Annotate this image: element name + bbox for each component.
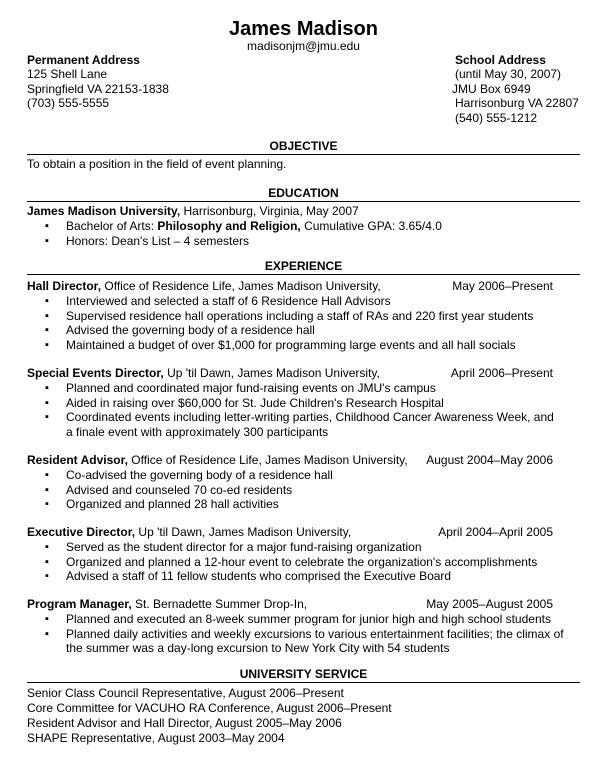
experience-heading: EXPERIENCE	[264, 259, 343, 273]
job-bullets	[27, 540, 580, 584]
school-address-line: JMU Box 6949	[452, 81, 531, 96]
list-item: ▪ Advised a staff of 11 fellow students who comprised the Executive Board	[27, 569, 580, 584]
job-title-line: Executive Director, Up 'til Dawn, James Madison University, April 2004–April 2005	[27, 525, 553, 539]
job-dates: May 2006–Present	[452, 279, 553, 293]
job-bullets	[27, 381, 580, 439]
permanent-address-block	[27, 53, 169, 111]
job-bullets	[27, 294, 580, 352]
objective-text: To obtain a position in the field of event planning.	[27, 157, 287, 171]
list-item: ▪ Advised and counseled 70 co-ed residents	[27, 483, 580, 498]
list-item: ▪ Planned daily activities and weekly excursions to various entertainment facilities; the climax of the summer was a day-long excursion to New York City with 54 students	[27, 627, 580, 656]
school-name: James Madison University,	[27, 204, 181, 218]
resume-name: James Madison	[229, 18, 378, 40]
list-item: ▪ Coordinated events including letter-writing parties, Childhood Cancer Awareness Week, and a finale event with approximately 300 participants	[27, 410, 580, 439]
section-divider	[27, 682, 580, 683]
service-line: SHAPE Representative, August 2003–May 2004	[27, 731, 285, 745]
education-school	[27, 204, 580, 219]
list-item: ▪ Planned and executed an 8-week summer program for junior high and high school students	[27, 612, 580, 627]
list-item: ▪ Supervised residence hall operations including a staff of RAs and 220 first year students	[27, 309, 580, 324]
job-dates: April 2004–April 2005	[438, 525, 553, 539]
education-heading: EDUCATION	[268, 186, 339, 200]
permanent-address-line: Springfield VA 22153-1838	[27, 81, 169, 96]
school-address-heading: School Address	[455, 53, 546, 67]
school-details: Harrisonburg, Virginia, May 2007	[180, 204, 359, 218]
list-item: ▪ Organized and planned a 12-hour event to celebrate the organization's accomplishments	[27, 555, 580, 570]
list-item: ▪ Bachelor of Arts: Philosophy and Religion, Cumulative GPA: 3.65/4.0	[27, 219, 580, 234]
job-bullets	[27, 612, 580, 656]
service-line: Senior Class Council Representative, August 2006–Present	[27, 686, 344, 700]
list-item: ▪ Served as the student director for a major fund-raising organization	[27, 540, 580, 555]
list-item: ▪ Advised the governing body of a residence hall	[27, 323, 580, 338]
job-dates: April 2006–Present	[450, 366, 553, 380]
school-address-block	[452, 53, 579, 125]
job-dates: May 2005–August 2005	[426, 597, 553, 611]
job-dates: August 2004–May 2006	[426, 453, 553, 467]
list-item: ▪ Aided in raising over $60,000 for St. Jude Children's Research Hospital	[27, 396, 580, 411]
list-item: ▪ Planned and coordinated major fund-raising events on JMU's campus	[27, 381, 580, 396]
job-title-line: Resident Advisor, Office of Residence Life, James Madison University, August 2004–May 2006	[27, 453, 553, 467]
email-address[interactable]: madisonjm@jmu.edu	[247, 39, 360, 53]
school-address-line: (540) 555-1212	[455, 110, 538, 125]
service-line: Resident Advisor and Hall Director, August 2005–May 2006	[27, 716, 342, 730]
list-item: ▪ Interviewed and selected a staff of 6 Residence Hall Advisors	[27, 294, 580, 309]
list-item: ▪ Honors: Dean's List – 4 semesters	[27, 234, 580, 249]
job-title-line: Program Manager, St. Bernadette Summer Drop-In, May 2005–August 2005	[27, 597, 553, 611]
job-title-line: Hall Director, Office of Residence Life, James Madison University, May 2006–Present	[27, 279, 553, 293]
section-divider	[27, 274, 580, 275]
school-address-line: (until May 30, 2007)	[455, 67, 562, 82]
permanent-address-line: (703) 555-5555	[27, 96, 110, 111]
school-address-line: Harrisonburg VA 22807	[455, 96, 579, 111]
service-line: Core Committee for VACUHO RA Conference, August 2006–Present	[27, 701, 392, 715]
permanent-address-line: 125 Shell Lane	[27, 67, 108, 82]
list-item: ▪ Maintained a budget of over $1,000 for programming large events and all hall socials	[27, 338, 580, 353]
permanent-address-heading: Permanent Address	[27, 53, 140, 67]
job-bullets	[27, 468, 580, 512]
service-heading: UNIVERSITY SERVICE	[239, 667, 368, 681]
section-divider	[27, 154, 580, 155]
job-title-line: Special Events Director, Up 'til Dawn, James Madison University, April 2006–Present	[27, 366, 553, 380]
list-item: ▪ Organized and planned 28 hall activities	[27, 497, 580, 512]
education-bullets	[27, 219, 580, 248]
list-item: ▪ Co-advised the governing body of a residence hall	[27, 468, 580, 483]
objective-heading: OBJECTIVE	[269, 139, 338, 153]
section-divider	[27, 201, 580, 202]
